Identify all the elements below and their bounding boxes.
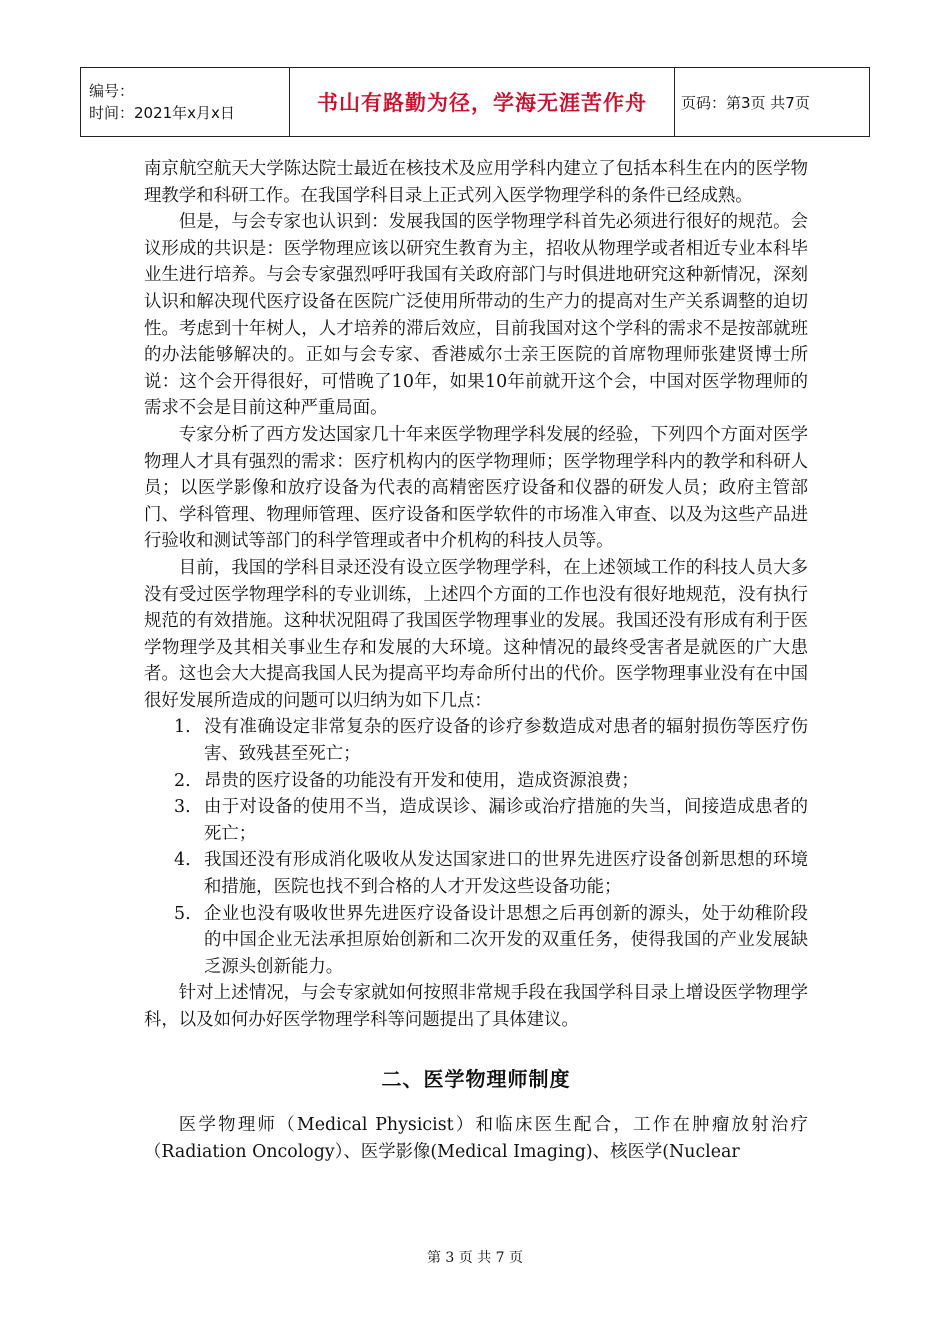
- list-item: [144, 847, 808, 900]
- paragraph-3: 专家分析了西方发达国家几十年来医学物理学科发展的经验，下列四个方面对医学物理人才具有强烈的需求：医疗机构内的医学物理师；医学物理学科内的教学和科研人员；以医学影像和放疗设备为代表的高精密医疗设备和仪器的研发人员；政府主管部门、学科管理、物理师管理、医疗设备和医学软件的市场准入审查、以及为这些产品进行验收和测试等部门的科学管理或者中介机构的科技人员等。: [144, 424, 808, 552]
- doc-date-label: 时间：2021年x月x日: [89, 104, 235, 122]
- page-footer: 第 3 页 共 7 页: [426, 1250, 524, 1266]
- paragraph-2: 但是，与会专家也认识到：发展我国的医学物理学科首先必须进行很好的规范。会议形成的共识是：医学物理应该以研究生教育为主，招收从物理学或者相近专业本科毕业生进行培养。与会专家强烈呼吁我国有关政府部门与时俱进地研究这种新情况，深刻认识和解决现代医疗设备在医院广泛使用所带动的生产力的提高对生产关系调整的迫切性。考虑到十年树人，人才培养的滞后效应，目前我国对这个学科的需求不是按部就班的办法能够解决的。正如与会专家、香港威尔士亲王医院的首席物理师张建贤博士所说：这个会开得很好，可惜晚了10年，如果10年前就开这个会，中国对医学物理师的需求不会是目前这种严重局面。: [144, 212, 808, 419]
- list-item: [144, 714, 808, 767]
- list-item-number: 5.: [174, 903, 191, 924]
- doc-number-label: 编号：: [89, 82, 135, 100]
- paragraph-4: 目前，我国的学科目录还没有设立医学物理学科，在上述领域工作的科技人员大多没有受过医学物理学科的专业训练，上述四个方面的工作也没有很好地规范，没有执行规范的有效措施。这种状况阻碍了我国医学物理事业的发展。我国还没有形成有利于医学物理学及其相关事业生存和发展的大环境。这种情况的最终受害者是就医的广大患者。这也会大大提高我国人民为提高平均寿命所付出的代价。医学物理事业没有在中国很好发展所造成的问题可以归纳为如下几点：: [144, 557, 808, 711]
- list-item-text: 由于对设备的使用不当，造成误诊、漏诊或治疗措施的失当，间接造成患者的死亡；: [204, 797, 808, 844]
- list-item-number: 4.: [174, 850, 191, 871]
- document-body: [144, 156, 808, 1165]
- list-item-text: 昂贵的医疗设备的功能没有开发和使用，造成资源浪费；: [204, 770, 639, 791]
- paragraph-1: 南京航空航天大学陈达院士最近在核技术及应用学科内建立了包括本科生在内的医学物理教学和科研工作。在我国学科目录上正式列入医学物理学科的条件已经成熟。: [144, 159, 808, 206]
- list-item-text: 我国还没有形成消化吸收从发达国家进口的世界先进医疗设备创新思想的环境和措施，医院也找不到合格的人才开发这些设备功能；: [204, 850, 808, 898]
- list-item-text: 没有准确设定非常复杂的医疗设备的诊疗参数造成对患者的辐射损伤等医疗伤害、致残甚至死亡；: [204, 717, 808, 765]
- list-item-text: 企业也没有吸收世界先进医疗设备设计思想之后再创新的源头，处于幼稚阶段的中国企业无法承担原始创新和二次开发的双重任务，使得我国的产业发展缺乏源头创新能力。: [204, 903, 808, 977]
- header-page-info: 页码：第3页 共7页: [675, 68, 870, 137]
- section-heading: 二、医学物理师制度: [381, 1066, 571, 1091]
- list-item: [144, 901, 808, 981]
- page-header: [80, 67, 870, 137]
- list-item-number: 3.: [174, 797, 191, 818]
- paragraph-6: 医学物理师（Medical Physicist）和临床医生配合，工作在肿瘤放射治疗（Radiation Oncology）、医学影像(Medical Imaging)、核医学(Nuclear: [144, 1115, 808, 1162]
- problem-list: [144, 714, 808, 980]
- list-item-number: 1.: [174, 717, 191, 738]
- list-item: [144, 794, 808, 847]
- paragraph-5: 针对上述情况，与会专家就如何按照非常规手段在我国学科目录上增设医学物理学科，以及如何办好医学物理学科等问题提出了具体建议。: [144, 983, 808, 1030]
- header-doc-info: [81, 68, 290, 137]
- list-item: [144, 768, 808, 795]
- list-item-number: 2.: [174, 770, 191, 791]
- header-motto: 书山有路勤为径，学海无涯苦作舟: [290, 68, 675, 137]
